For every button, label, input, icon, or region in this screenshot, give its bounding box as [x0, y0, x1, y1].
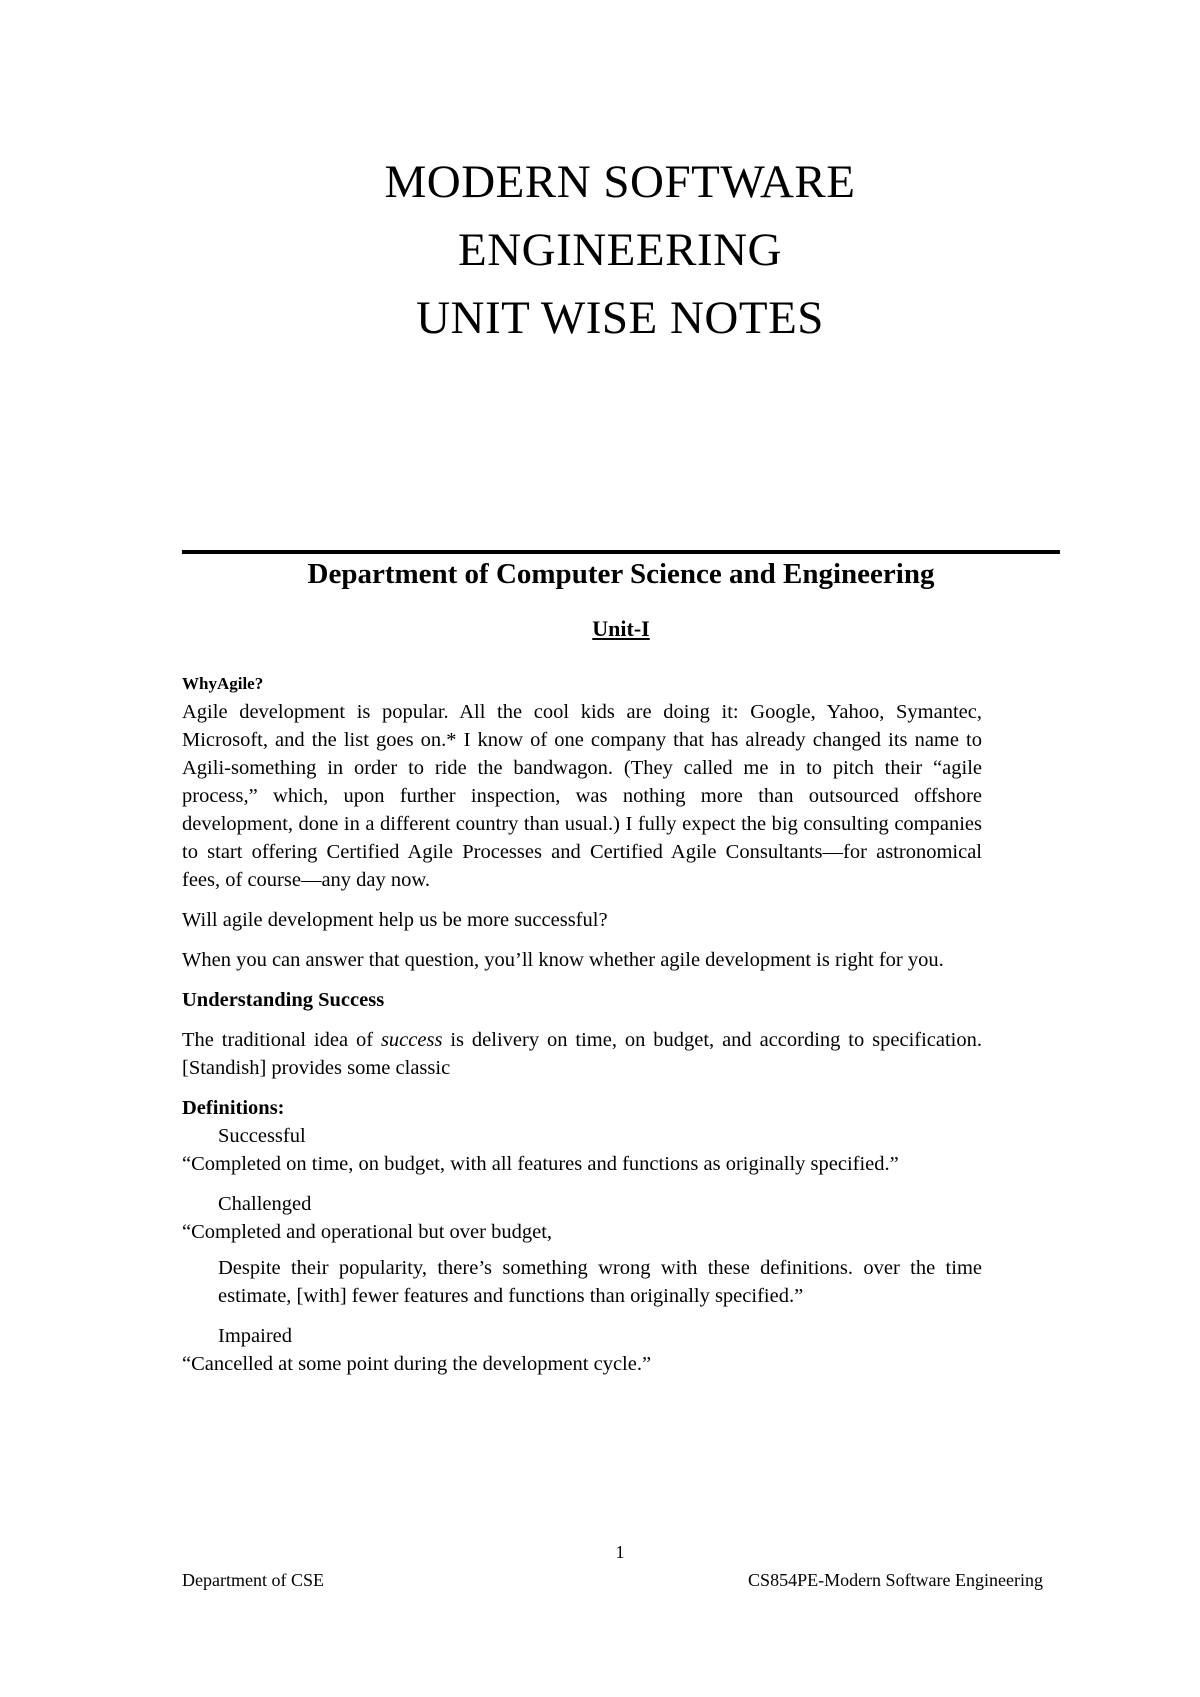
title-line-3: UNIT WISE NOTES: [416, 292, 824, 344]
title-line-1: MODERN SOFTWARE: [384, 156, 856, 208]
challenged-label: Challenged: [218, 1193, 312, 1215]
agile-answer: When you can answer that question, you’ll know whether agile development is right for you.: [182, 949, 944, 971]
definitions-heading: Definitions:: [182, 1097, 285, 1119]
unit-heading: Unit-I: [592, 616, 650, 641]
success-text-after: is delivery on time, on budget, and according to specification. [Standish] provides some classic: [182, 1029, 982, 1079]
department-heading: Department of Computer Science and Engineering: [307, 558, 935, 590]
impaired-quote: “Cancelled at some point during the development cycle.”: [182, 1353, 652, 1375]
why-agile-heading: WhyAgile?: [182, 674, 264, 693]
impaired-label: Impaired: [218, 1325, 292, 1347]
successful-label: Successful: [218, 1125, 306, 1147]
understanding-success-heading: Understanding Success: [182, 989, 385, 1011]
success-text-before: The traditional idea of: [182, 1029, 381, 1051]
success-emphasis: success: [380, 1029, 443, 1051]
challenged-continuation: Despite their popularity, there’s something wrong with these definitions. over the time estimate, [with] fewer features and functions than originally specified.”: [218, 1257, 982, 1307]
agile-question: Will agile development help us be more successful?: [182, 909, 608, 931]
challenged-quote: “Completed and operational but over budget,: [182, 1221, 553, 1243]
document-body: [182, 670, 982, 1378]
document-title: [0, 148, 1200, 352]
successful-quote: “Completed on time, on budget, with all features and functions as originally specified.”: [182, 1153, 899, 1175]
why-agile-paragraph: Agile development is popular. All the cool kids are doing it: Google, Yahoo, Symantec, Microsoft, and the list goes on.* I know of one company that has already changed its name to Agili-something in order to ride the bandwagon. (They called me in to pitch their “agile process,” which, upon further inspection, was nothing more than outsourced offshore development, done in a different country than usual.) I fully expect the big consulting companies to start offering Certified Agile Processes and Certified Agile Consultants—for astronomical fees, of course—any day now.: [182, 701, 982, 891]
title-line-2: ENGINEERING: [458, 224, 782, 276]
footer-course: CS854PE-Modern Software Engineering: [748, 1570, 1043, 1590]
understanding-success-paragraph: [182, 1026, 982, 1082]
page-number: 1: [615, 1542, 625, 1562]
footer-department: Department of CSE: [182, 1570, 324, 1590]
